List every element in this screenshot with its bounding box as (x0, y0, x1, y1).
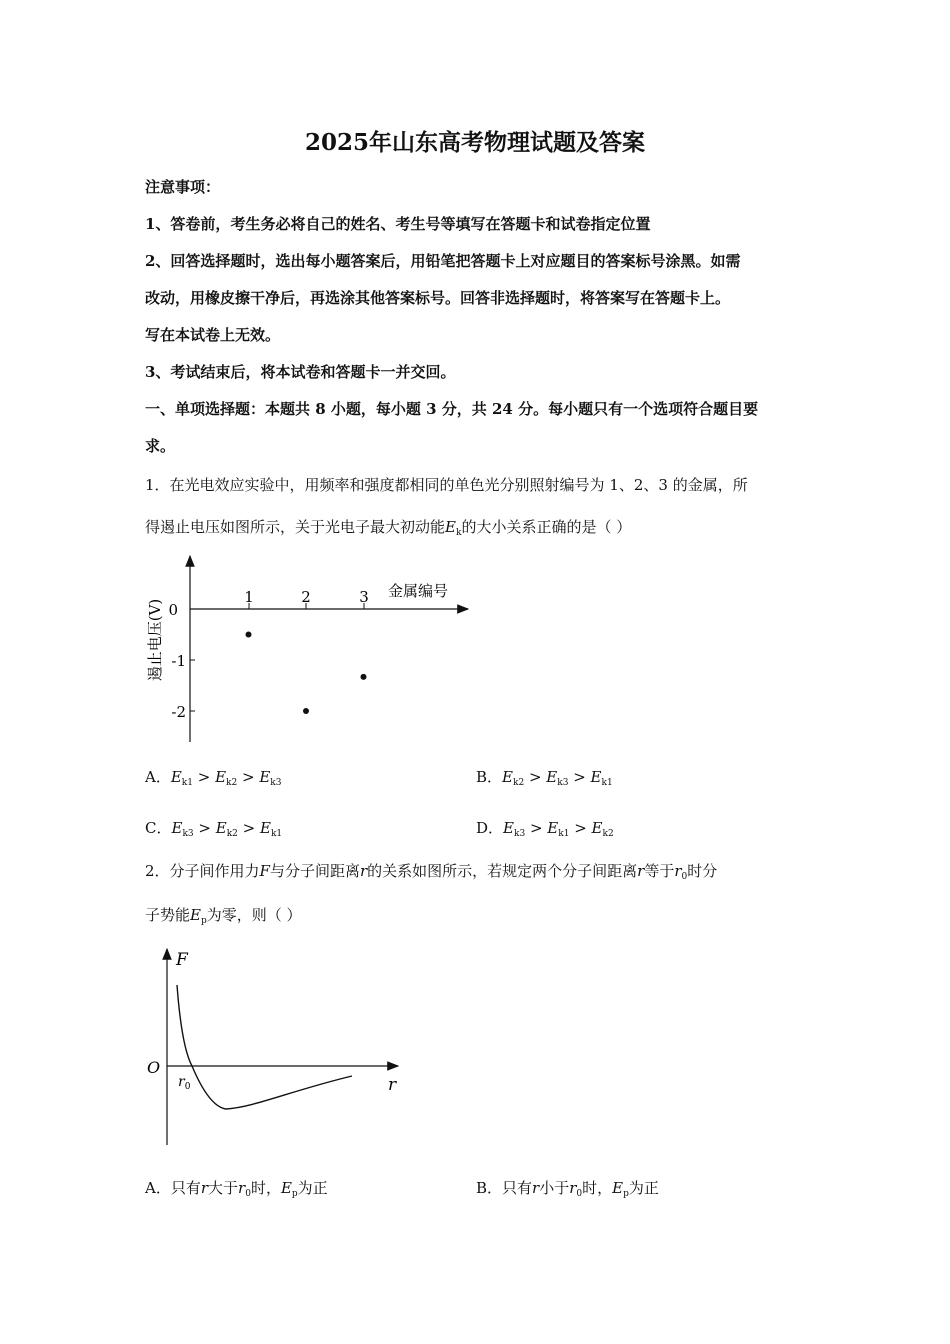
q1-option-b[interactable]: B．$E_{k2} > E_{k3} > E_{k1}$ (476, 768, 613, 788)
q1-data-points (246, 632, 367, 715)
q1-stopping-voltage-chart (138, 550, 478, 750)
q1-option-c-gt-2: > (237, 819, 260, 837)
q2-line-1-pre: 2．分子间作用力 (145, 862, 260, 880)
q1-y-axis-label: 遏止电压(V) (146, 598, 164, 682)
q1-option-d-sub-1: k3 (513, 829, 526, 839)
q1-option-b-sub-3: k1 (601, 778, 613, 788)
q1-x-axis-label: 金属编号 (388, 582, 449, 600)
q1-ek-symbol: E (445, 518, 456, 536)
q1-option-a-gt-1: > (192, 768, 216, 786)
q1-option-a-sub-1: k1 (181, 778, 193, 788)
q1-option-a-gt-2: > (237, 768, 260, 786)
q2-option-a[interactable]: A．只有r大于$r_0$时，$E_p$为正 (145, 1179, 328, 1199)
q2-r0-subscript: 0 (681, 872, 688, 882)
q2-line-2-post: 为零，则（ ） (206, 906, 302, 924)
section-1-line-1: 一、单项选择题：本题共 8 小题，每小题 3 分，共 24 分。每小题只有一个选项符合题目要 (145, 400, 759, 418)
q1-ek-subscript: k (455, 528, 462, 538)
q1-line-2-pre: 得遏止电压如图所示，关于光电子最大初动能 (145, 518, 446, 536)
q1-data-point-2 (303, 708, 309, 714)
q2-ep-subscript: p (200, 916, 207, 926)
q1-option-b-sub-2: k3 (557, 778, 569, 788)
page-title: 2025年山东高考物理试题及答案 (304, 129, 645, 156)
q1-option-c-sub-1: k3 (182, 829, 194, 839)
q1-x-tick-1: 1 (244, 588, 254, 606)
q2-option-b-label: B．只有 (476, 1179, 533, 1197)
notice-item-2-line-2: 改动，用橡皮擦干净后，再选涂其他答案标号。回答非选择题时，将答案写在答题卡上。 (145, 289, 731, 307)
notice-item-3: 3、考试结束后，将本试卷和答题卡一并交回。 (145, 363, 456, 381)
q1-y-tick-0: 0 (168, 601, 178, 619)
q1-option-a-label: A． (145, 768, 171, 786)
q1-data-point-1 (246, 632, 252, 638)
notice-item-1: 1、答卷前，考生务必将自己的姓名、考生号等填写在答题卡和试卷指定位置 (145, 215, 651, 233)
q2-option-a-label: A．只有 (145, 1179, 201, 1197)
notice-heading: 注意事项： (145, 178, 221, 196)
q1-line-1: 1．在光电效应实验中，用频率和强度都相同的单色光分别照射编号为 1、2、3 的金属，所 (145, 476, 748, 494)
q2-option-a-mid: 大于 (208, 1179, 239, 1197)
q1-option-c-gt-1: > (193, 819, 216, 837)
q2-line-1 (145, 860, 717, 882)
q2-force-curve (177, 985, 352, 1109)
q2-ep-symbol: E (190, 906, 201, 924)
q2-r-axis-label: r (388, 1075, 397, 1095)
q1-line-2-post: 的大小关系正确的是（ ） (461, 518, 632, 536)
q1-option-c[interactable]: C．$E_{k3} > E_{k2} > E_{k1}$ (145, 819, 283, 839)
q2-line-1-mid-3: 等于 (644, 862, 675, 880)
q2-option-b-mid: 小于 (539, 1179, 570, 1197)
q2-r0-label: $r_0$ (178, 1074, 191, 1092)
q1-option-c-sub-3: k1 (270, 829, 283, 839)
section-1-line-2: 求。 (145, 437, 176, 455)
q1-line-2 (145, 516, 631, 538)
q1-option-b-label: B． (476, 768, 503, 786)
q1-y-tick-neg2: -2 (171, 703, 186, 721)
q2-f-symbol: F (259, 862, 270, 880)
q1-option-c-label: C． (145, 819, 172, 837)
q2-option-b-post: 时， (582, 1179, 613, 1197)
q2-force-distance-graph (140, 945, 410, 1155)
q2-option-a-end: 为正 (297, 1179, 328, 1197)
q1-option-c-sub-2: k2 (226, 829, 238, 839)
q2-f-axis-label: F (176, 950, 188, 970)
q2-option-b-end: 为正 (628, 1179, 659, 1197)
q1-y-tick-neg1: -1 (171, 652, 186, 670)
q2-line-1-mid-1: 与分子间距离 (269, 862, 360, 880)
q2-line-1-mid-2: 的关系如图所示，若规定两个分子间距离 (367, 862, 638, 880)
q1-x-tick-2: 2 (301, 588, 311, 606)
q1-x-tick-3: 3 (359, 588, 369, 606)
notice-item-2-line-3: 写在本试卷上无效。 (145, 326, 281, 344)
q1-data-point-3 (361, 674, 367, 680)
q2-r-symbol: r (359, 862, 368, 880)
q1-option-d-sub-2: k1 (558, 829, 570, 839)
q1-option-d[interactable]: D．$E_{k3} > E_{k1} > E_{k2}$ (476, 819, 614, 839)
q2-origin-label: O (147, 1058, 161, 1077)
q1-option-a[interactable]: A．$E_{k1} > E_{k2} > E_{k3}$ (145, 768, 282, 788)
q1-option-a-sub-2: k2 (226, 778, 238, 788)
q2-option-a-post: 时， (250, 1179, 281, 1197)
q2-r-symbol-2: r (637, 862, 645, 880)
q1-option-d-label: D． (476, 819, 504, 837)
q1-option-a-sub-3: k3 (270, 778, 282, 788)
q1-option-d-sub-3: k2 (602, 829, 614, 839)
q2-line-2-pre: 子势能 (145, 906, 191, 924)
notice-item-2-line-1: 2、回答选择题时，选出每小题答案后，用铅笔把答题卡上对应题目的答案标号涂黑。如需 (145, 252, 741, 270)
q2-line-2 (145, 904, 302, 926)
q2-r0-symbol: r (674, 862, 682, 880)
q2-line-1-post: 时分 (687, 862, 718, 880)
q2-option-b[interactable]: B．只有r小于$r_0$时，$E_p$为正 (476, 1179, 659, 1199)
q1-option-d-gt-2: > (569, 819, 592, 837)
q1-option-b-sub-1: k2 (512, 778, 525, 788)
q1-option-d-gt-1: > (525, 819, 548, 837)
q1-option-b-gt-2: > (568, 768, 591, 786)
q1-option-b-gt-1: > (524, 768, 547, 786)
